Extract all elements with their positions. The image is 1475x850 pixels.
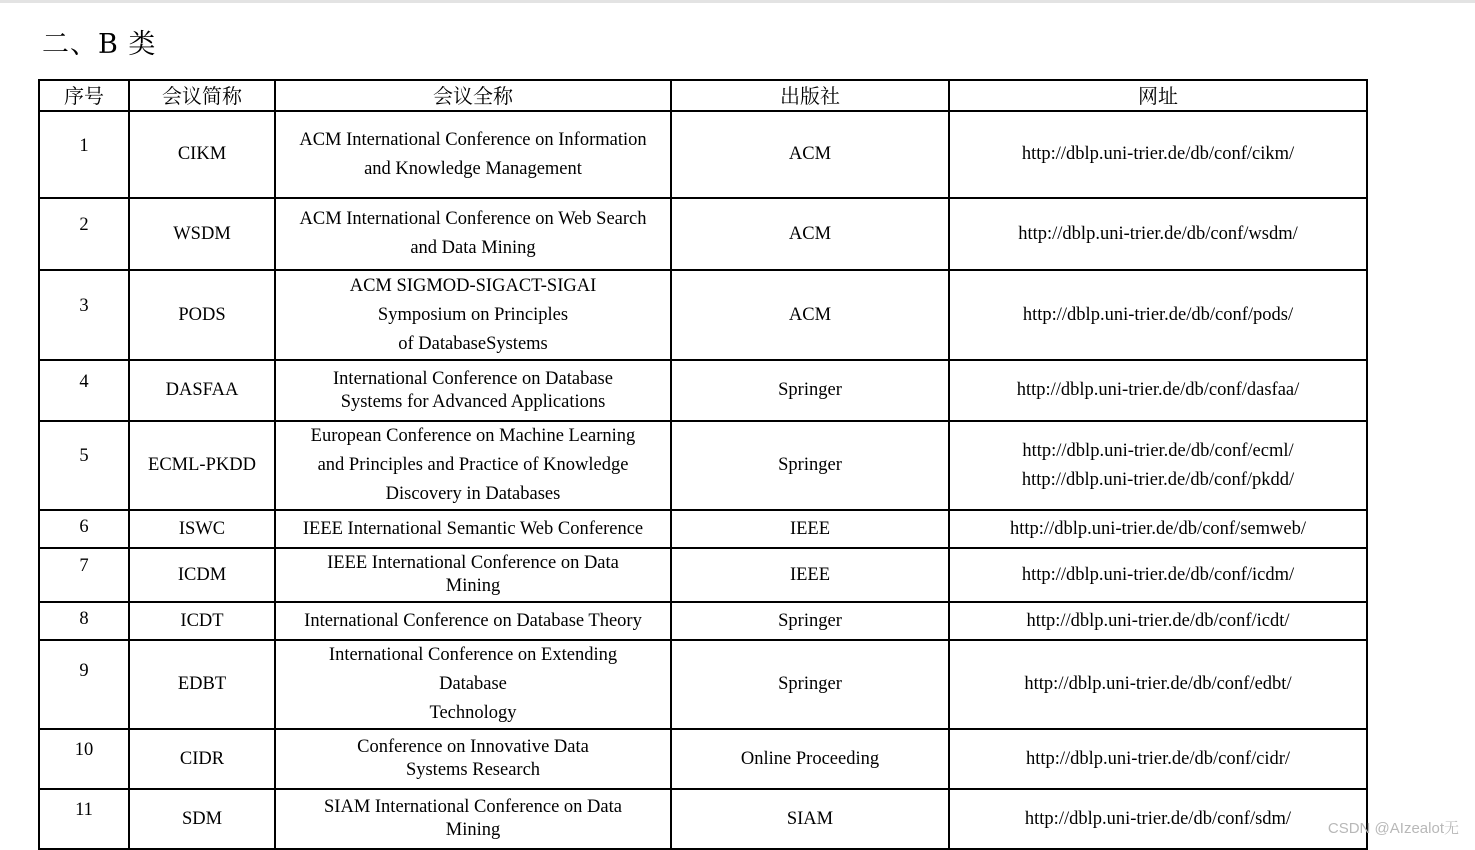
conference-url [949, 360, 1367, 421]
header-url: 网址 [949, 80, 1367, 111]
watermark: CSDN @AIzealot无 [1327, 820, 1459, 837]
header-publisher: 出版社 [671, 80, 949, 111]
full-name-line: Systems Research [405, 760, 541, 780]
full-name-line: ACM International Conference on Web Search [299, 209, 647, 229]
conference-full-name [275, 789, 671, 849]
row-number: 10 [39, 729, 129, 789]
full-name-line: and Principles and Practice of Knowledge [317, 455, 629, 475]
full-name-line: and Knowledge Management [364, 158, 582, 179]
conference-abbr: EDBT [129, 640, 275, 729]
url-link[interactable]: http://dblp.uni-trier.de/db/conf/pkdd/ [1021, 469, 1295, 490]
conference-table [38, 79, 1368, 850]
row-number: 11 [39, 789, 129, 849]
conference-abbr: CIDR [129, 729, 275, 789]
table-row [39, 360, 1367, 421]
url-link[interactable]: http://dblp.uni-trier.de/db/conf/dasfaa/ [1016, 380, 1300, 400]
conference-url [949, 640, 1367, 729]
full-name-line: Discovery in Databases [385, 484, 561, 504]
conference-full-name [275, 602, 671, 640]
header-row [39, 80, 1367, 111]
table-row [39, 111, 1367, 198]
full-name-line: European Conference on Machine Learning [310, 426, 636, 446]
full-name-line: of DatabaseSystems [398, 333, 548, 354]
publisher: ACM [671, 198, 949, 270]
row-number: 4 [39, 360, 129, 421]
conference-url [949, 510, 1367, 548]
url-link[interactable]: http://dblp.uni-trier.de/db/conf/ecml/ [1022, 440, 1294, 461]
conference-url [949, 729, 1367, 789]
conference-url [949, 789, 1367, 849]
row-number: 2 [39, 198, 129, 270]
publisher: IEEE [671, 510, 949, 548]
conference-full-name [275, 729, 671, 789]
full-name-line: IEEE International Conference on Data [327, 553, 619, 573]
publisher: Springer [671, 602, 949, 640]
full-name-line: Database [439, 674, 507, 694]
url-link[interactable]: http://dblp.uni-trier.de/db/conf/pods/ [1022, 304, 1294, 325]
row-number: 5 [39, 421, 129, 510]
publisher: SIAM [671, 789, 949, 849]
table-row [39, 548, 1367, 602]
full-name-line: International Conference on Database Theory [304, 610, 642, 631]
publisher: Springer [671, 421, 949, 510]
url-link[interactable]: http://dblp.uni-trier.de/db/conf/icdm/ [1021, 564, 1295, 585]
conference-abbr: PODS [129, 270, 275, 360]
table-row [39, 421, 1367, 510]
conference-url [949, 198, 1367, 270]
full-name-line: International Conference on Extending [328, 645, 618, 665]
full-name-line: ACM SIGMOD-SIGACT-SIGAI [349, 275, 597, 296]
table-row [39, 198, 1367, 270]
publisher: ACM [671, 111, 949, 198]
top-divider [0, 0, 1475, 3]
table-row [39, 729, 1367, 789]
full-name-line: Conference on Innovative Data [357, 737, 589, 757]
row-number: 3 [39, 270, 129, 360]
conference-url [949, 602, 1367, 640]
conference-full-name [275, 548, 671, 602]
table-row [39, 789, 1367, 849]
conference-full-name [275, 198, 671, 270]
row-number: 9 [39, 640, 129, 729]
url-link[interactable]: http://dblp.uni-trier.de/db/conf/edbt/ [1024, 674, 1292, 694]
header-full: 会议全称 [275, 80, 671, 111]
url-link[interactable]: http://dblp.uni-trier.de/db/conf/wsdm/ [1018, 223, 1298, 244]
full-name-line: Systems for Advanced Applications [340, 391, 606, 412]
conference-abbr: WSDM [129, 198, 275, 270]
full-name-line: ACM International Conference on Information [299, 129, 647, 150]
conference-abbr: CIKM [129, 111, 275, 198]
conference-abbr: ICDT [129, 602, 275, 640]
conference-full-name [275, 421, 671, 510]
full-name-line: Technology [429, 703, 517, 723]
conference-full-name [275, 270, 671, 360]
full-name-line: Mining [445, 820, 501, 840]
url-link[interactable]: http://dblp.uni-trier.de/db/conf/cikm/ [1021, 144, 1295, 164]
conference-full-name [275, 510, 671, 548]
publisher: ACM [671, 270, 949, 360]
conference-full-name [275, 111, 671, 198]
full-name-line: SIAM International Conference on Data [324, 797, 622, 817]
publisher: Springer [671, 640, 949, 729]
row-number: 6 [39, 510, 129, 548]
publisher: Springer [671, 360, 949, 421]
url-link[interactable]: http://dblp.uni-trier.de/db/conf/sdm/ [1024, 808, 1292, 829]
publisher: IEEE [671, 548, 949, 602]
conference-full-name [275, 360, 671, 421]
conference-url [949, 111, 1367, 198]
header-no: 序号 [39, 80, 129, 111]
full-name-line: International Conference on Database [333, 368, 613, 389]
url-link[interactable]: http://dblp.uni-trier.de/db/conf/semweb/ [1010, 518, 1306, 539]
full-name-line: Symposium on Principles [377, 304, 569, 325]
conference-abbr: ICDM [129, 548, 275, 602]
row-number: 1 [39, 111, 129, 198]
conference-url [949, 270, 1367, 360]
conference-full-name [275, 640, 671, 729]
table-row [39, 640, 1367, 729]
row-number: 7 [39, 548, 129, 602]
table-row [39, 270, 1367, 360]
section-title: 二、B 类 [42, 29, 157, 60]
conference-abbr: DASFAA [129, 360, 275, 421]
full-name-line: IEEE International Semantic Web Conference [302, 518, 644, 539]
row-number: 8 [39, 602, 129, 640]
conference-abbr: SDM [129, 789, 275, 849]
conference-url [949, 421, 1367, 510]
url-link[interactable]: http://dblp.uni-trier.de/db/conf/cidr/ [1025, 748, 1291, 769]
full-name-line: Mining [445, 576, 501, 596]
publisher: Online Proceeding [671, 729, 949, 789]
url-link[interactable]: http://dblp.uni-trier.de/db/conf/icdt/ [1026, 610, 1290, 631]
conference-abbr: ECML-PKDD [129, 421, 275, 510]
conference-abbr: ISWC [129, 510, 275, 548]
full-name-line: and Data Mining [410, 238, 536, 258]
table-row [39, 602, 1367, 640]
conference-url [949, 548, 1367, 602]
table-row [39, 510, 1367, 548]
header-abbr: 会议简称 [129, 80, 275, 111]
